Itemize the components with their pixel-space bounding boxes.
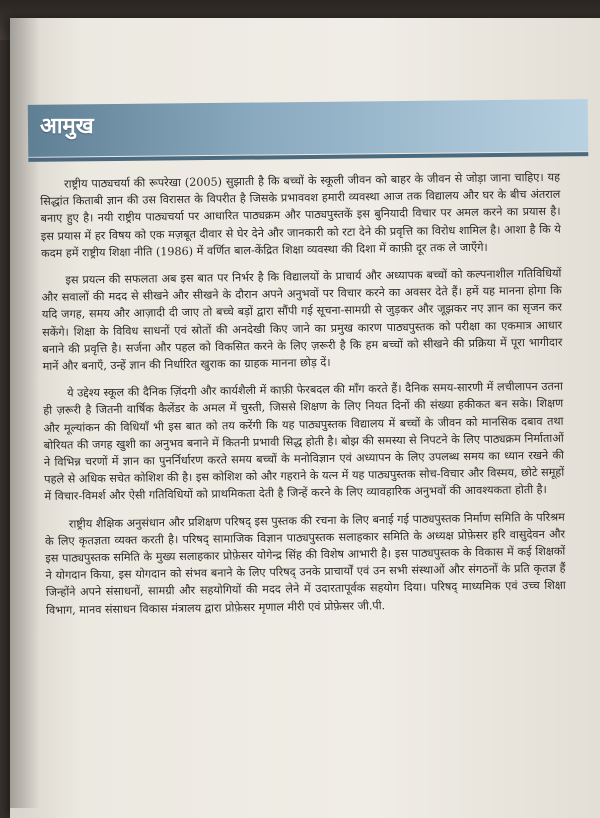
paragraph-2: इस प्रयत्न की सफलता अब इस बात पर निर्भर है कि विद्यालयों के प्राचार्य और अध्यापक बच्चों को कल्पनाशील गतिविधियों और सवालों की मदद से सीखने और सीखने के दौरान अपने अनुभवों पर विचार करने का अवसर देते हैं। हमें यह मानना होगा कि यदि जगह, समय और आज़ादी दी जाए तो बच्चे बड़ों द्वारा सौंपी गई सूचना-सामग्री से जुड़कर और जूझकर नए ज्ञान का सृजन कर सकेंगे। शिक्षा के विविध साधनों एवं स्रोतों की अनदेखी किए जाने का प्रमुख कारण पाठ्यपुस्तक को परीक्षा का एकमात्र आधार बनाने की प्रवृत्ति है। सर्जना और पहल को विकसित करने के लिए ज़रूरी है कि हम बच्चों को सीखने की प्रक्रिया में पूरा भागीदार मानें और बनाएँ, उन्हें ज्ञान की निर्धारित खुराक का ग्राहक मानना छोड़ दें। bbox=[41, 266, 563, 374]
paragraph-3: ये उद्देश्य स्कूल की दैनिक ज़िंदगी और कार्यशैली में काफ़ी फेरबदल की माँग करते हैं। दैनिक समय-सारणी में लचीलापन उतना ही ज़रूरी है जितनी वार्षिक कैलेंडर के अमल में चुस्ती, जिससे शिक्षण के लिए नियत दिनों की संख्या हकीकत बन सके। शिक्षण और मूल्यांकन की विधियाँ भी इस बात को तय करेंगी कि यह पाठ्यपुस्तक विद्यालय में बच्चों के जीवन को मानसिक दबाव तथा बोरियत की जगह खुशी का अनुभव बनाने में कितनी प्रभावी सिद्ध होती है। बोझ की समस्या से निपटने के लिए पाठ्यक्रम निर्माताओं ने विभिन्न चरणों में ज्ञान का पुनर्निर्धारण करते समय बच्चों के मनोविज्ञान एवं अध्यापन के लिए उपलब्ध समय का ध्यान रखने की पहले से अधिक सचेत कोशिश की है। इस कोशिश को और गहराने के यत्न में यह पाठ्यपुस्तक सोच-विचार और विस्मय, छोटे समूहों में विचार-विमर्श और ऐसी गतिविधियों को प्राथमिकता देती है जिन्हें करने के लिए व्यावहारिक अनुभवों की आवश्यकता होती है। bbox=[43, 379, 565, 504]
body-text bbox=[40, 169, 566, 629]
paragraph-4: राष्ट्रीय शैक्षिक अनुसंधान और प्रशिक्षण परिषद् इस पुस्तक की रचना के लिए बनाई गई पाठ्यपुस्तक निर्माण समिति के परिश्रम के लिए कृतज्ञता व्यक्त करती है। परिषद् सामाजिक विज्ञान पाठ्यपुस्तक सलाहकार समिति के अध्यक्ष प्रोफ़ेसर हरि वासुदेवन और इस पाठ्यपुस्तक समिति के मुख्य सलाहकार प्रोफ़ेसर योगेन्द्र सिंह की विशेष आभारी है। इस पाठ्यपुस्तक के विकास में कई शिक्षकों ने योगदान किया, इस योगदान को संभव बनाने के लिए परिषद् उनके प्राचार्यों एवं उन सभी संस्थाओं और संगठनों के प्रति कृतज्ञ हैं जिन्होंने अपने संसाधनों, सामग्री और सहयोगियों की मदद लेने में उदारतापूर्वक सहयोग दिया। परिषद् माध्यमिक एवं उच्च शिक्षा विभाग, मानव संसाधन विकास मंत्रालय द्वारा प्रोफ़ेसर मृणाल मीरी एवं प्रोफ़ेसर जी.पी. bbox=[45, 510, 566, 617]
title-band bbox=[28, 99, 589, 157]
page-title: आमुख bbox=[40, 114, 94, 139]
paragraph-1: राष्ट्रीय पाठ्यचर्या की रूपरेखा (2005) सुझाती है कि बच्चों के स्कूली जीवन को बाहर के जीवन से जोड़ा जाना चाहिए। यह सिद्धांत किताबी ज्ञान की उस विरासत के विपरीत है जिसके प्रभाववश हमारी व्यवस्था आज तक विद्यालय और घर के बीच अंतराल बनाए हुए है। नयी राष्ट्रीय पाठ्यचर्या पर आधारित पाठ्यक्रम और पाठ्यपुस्तकें इस बुनियादी विचार पर अमल करने का प्रयास है। इस प्रयास में हर विषय को एक मज़बूत दीवार से घेर देने और जानकारी को रटा देने की प्रवृत्ति का विरोध शामिल है। आशा है कि ये कदम हमें राष्ट्रीय शिक्षा नीति (1986) में वर्णित बाल-केंद्रित शिक्षा व्यवस्था की दिशा में काफ़ी दूर तक ले जाएँगे। bbox=[40, 170, 561, 260]
